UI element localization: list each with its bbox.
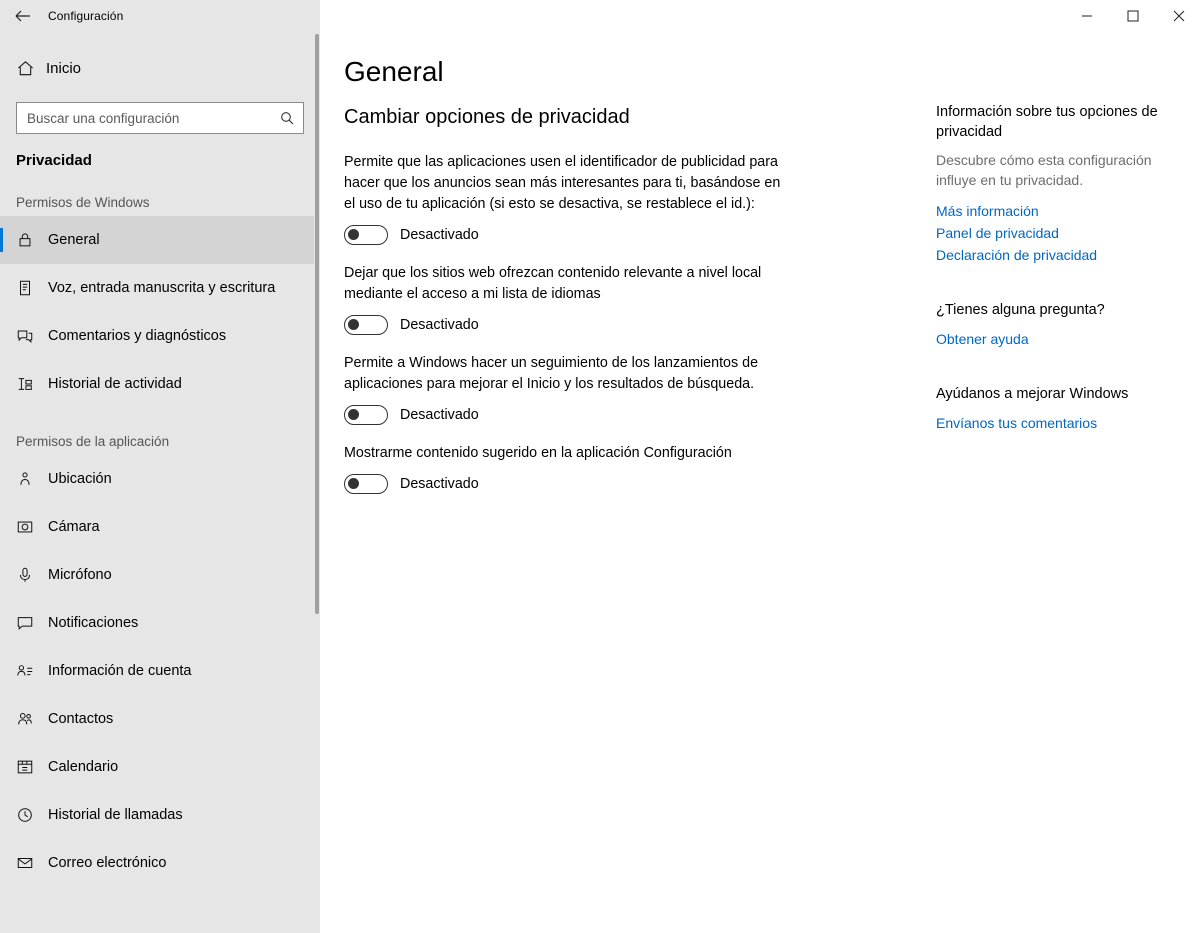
window-controls	[1064, 0, 1202, 32]
setting-description: Mostrarme contenido sugerido en la aplicación Configuración	[344, 445, 732, 461]
sidebar-item-label: General	[48, 232, 100, 248]
sidebar-item-label: Correo electrónico	[48, 855, 167, 871]
sidebar-item-camara[interactable]	[0, 503, 320, 551]
sidebar-item-label: Historial de llamadas	[48, 807, 183, 823]
notification-icon	[16, 614, 48, 632]
toggle-state-label: Desactivado	[400, 476, 479, 492]
link-obtener-ayuda[interactable]: Obtener ayuda	[936, 331, 1029, 347]
rail-heading: ¿Tienes alguna pregunta?	[936, 302, 1105, 318]
sidebar[interactable]	[0, 32, 320, 933]
search-box[interactable]	[16, 102, 304, 134]
search-input[interactable]	[17, 103, 303, 133]
toggle-knob	[348, 478, 359, 489]
sidebar-item-comentarios-diagnosticos[interactable]	[0, 312, 320, 360]
sidebar-item-ubicacion[interactable]	[0, 455, 320, 503]
sidebar-item-label: Calendario	[48, 759, 119, 775]
feedback-icon	[16, 327, 48, 345]
sidebar-item-label: Voz, entrada manuscrita y escritura	[48, 280, 276, 296]
toggle-row[interactable]	[344, 474, 804, 494]
sidebar-item-historial-de-llamadas[interactable]	[0, 791, 320, 839]
link-declaracion-de-privacidad[interactable]: Declaración de privacidad	[936, 247, 1098, 263]
rail-heading: Ayúdanos a mejorar Windows	[936, 386, 1129, 402]
settings-list	[344, 152, 804, 512]
toggle-knob	[348, 229, 359, 240]
rail-feedback	[936, 384, 1186, 434]
sidebar-item-informacion-de-cuenta[interactable]	[0, 647, 320, 695]
calendar-icon	[16, 758, 48, 776]
lock-icon	[16, 231, 48, 249]
call-history-icon	[16, 806, 48, 824]
toggle-state-label: Desactivado	[400, 407, 479, 423]
setting-language-list	[344, 263, 804, 335]
toggle-row[interactable]	[344, 225, 804, 245]
toggle-state-label: Desactivado	[400, 317, 479, 333]
setting-description: Dejar que los sitios web ofrezcan contenido relevante a nivel local mediante el acceso a mi lista de idiomas	[344, 265, 762, 302]
mail-icon	[16, 854, 48, 872]
sidebar-item-voz-entrada-manuscrita[interactable]	[0, 264, 320, 312]
minimize-icon[interactable]	[1064, 0, 1110, 32]
sidebar-item-label: Historial de actividad	[48, 376, 182, 392]
sidebar-item-label: Comentarios y diagnósticos	[48, 328, 227, 344]
sidebar-scrollbar-thumb[interactable]	[315, 34, 319, 614]
title-bar-left	[0, 0, 320, 32]
sidebar-home-label: Inicio	[46, 59, 82, 77]
sidebar-item-home[interactable]	[0, 48, 320, 88]
contacts-icon	[16, 710, 48, 728]
location-icon	[16, 470, 48, 488]
window-title: Configuración	[48, 9, 124, 23]
close-icon[interactable]	[1156, 0, 1202, 32]
setting-description: Permite a Windows hacer un seguimiento de los lanzamientos de aplicaciones para mejorar el Inicio y los resultados de búsqueda.	[344, 355, 759, 392]
setting-description: Permite que las aplicaciones usen el identificador de publicidad para hacer que los anuncios sean más interesantes para ti, basándose en el uso de tu aplicación (si esto se desactiva, se restablece el id.):	[344, 154, 781, 212]
sidebar-item-calendario[interactable]	[0, 743, 320, 791]
link-envianos-tus-comentarios[interactable]: Envíanos tus comentarios	[936, 415, 1098, 431]
sidebar-item-contactos[interactable]	[0, 695, 320, 743]
sidebar-item-label: Ubicación	[48, 471, 112, 487]
sidebar-group-header-app: Permisos de la aplicación	[16, 434, 170, 449]
rail-heading: Información sobre tus opciones de privacidad	[936, 104, 1158, 140]
sidebar-item-general[interactable]	[0, 216, 320, 264]
pen-note-icon	[16, 279, 48, 297]
sidebar-item-historial-actividad[interactable]	[0, 360, 320, 408]
sidebar-item-label: Contactos	[48, 711, 114, 727]
sidebar-item-label: Notificaciones	[48, 615, 139, 631]
sidebar-item-label: Información de cuenta	[48, 663, 192, 679]
sidebar-item-notificaciones[interactable]	[0, 599, 320, 647]
sidebar-item-label: Cámara	[48, 519, 100, 535]
activity-history-icon	[16, 375, 48, 393]
camera-icon	[16, 518, 48, 536]
sidebar-group-header-windows: Permisos de Windows	[16, 195, 150, 210]
toggle-state-label: Desactivado	[400, 227, 479, 243]
main-content	[320, 32, 1202, 933]
microphone-icon	[16, 566, 48, 584]
sidebar-item-microfono[interactable]	[0, 551, 320, 599]
search-icon[interactable]	[279, 110, 295, 126]
back-button[interactable]	[0, 0, 46, 32]
sidebar-item-label: Micrófono	[48, 567, 112, 583]
title-bar	[0, 0, 1202, 32]
rail-help	[936, 300, 1186, 350]
title-bar-spacer	[320, 0, 1064, 32]
setting-app-launch-tracking	[344, 353, 804, 425]
sidebar-section-title: Privacidad	[16, 152, 92, 169]
link-mas-informacion[interactable]: Más información	[936, 203, 1039, 219]
toggle-knob	[348, 409, 359, 420]
maximize-icon[interactable]	[1110, 0, 1156, 32]
setting-suggested-content	[344, 443, 804, 494]
toggle-advertising-id[interactable]	[344, 225, 388, 245]
toggle-suggested-content[interactable]	[344, 474, 388, 494]
account-info-icon	[16, 662, 48, 680]
toggle-row[interactable]	[344, 315, 804, 335]
home-icon	[16, 59, 46, 78]
link-panel-de-privacidad[interactable]: Panel de privacidad	[936, 225, 1059, 241]
right-rail	[936, 102, 1186, 468]
page-subtitle: Cambiar opciones de privacidad	[344, 106, 630, 128]
rail-privacy-info	[936, 102, 1186, 266]
page-title: General	[344, 56, 444, 87]
toggle-app-launch-tracking[interactable]	[344, 405, 388, 425]
sidebar-item-correo-electronico[interactable]	[0, 839, 320, 887]
toggle-knob	[348, 319, 359, 330]
toggle-row[interactable]	[344, 405, 804, 425]
rail-description: Descubre cómo esta configuración influye en tu privacidad.	[936, 152, 1152, 188]
toggle-language-list[interactable]	[344, 315, 388, 335]
setting-advertising-id	[344, 152, 804, 245]
